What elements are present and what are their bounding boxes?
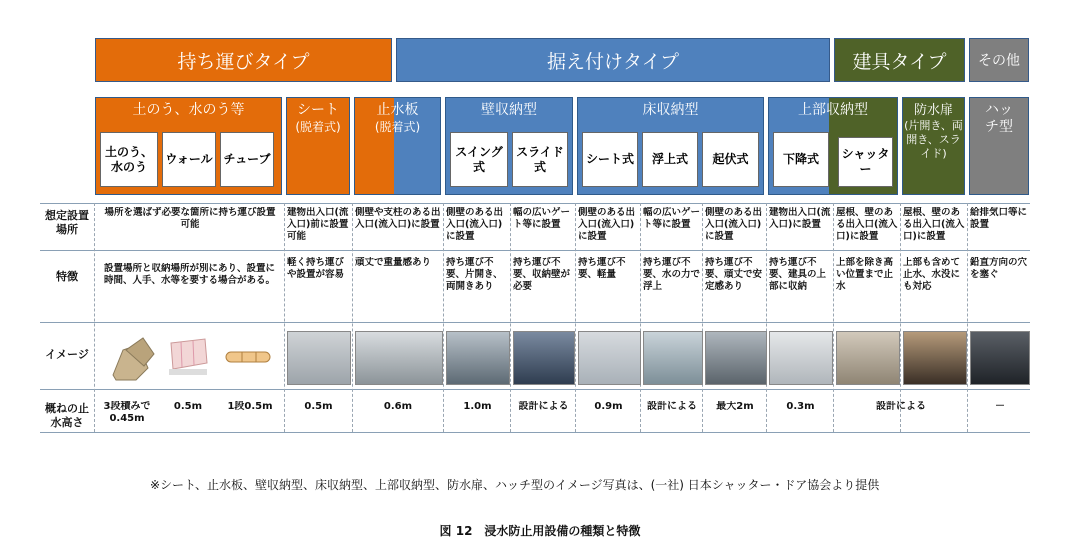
rule xyxy=(40,250,1030,251)
height-hatch: － xyxy=(995,401,1005,412)
feature-float: 持ち運び不要、水の力で浮上 xyxy=(643,257,701,292)
sub-waterproof-door-label: 防水扉 xyxy=(913,103,953,118)
height-sandbag: 3段積みで0.45m xyxy=(103,401,151,424)
row-label-location: 想定設置場所 xyxy=(45,209,89,236)
drop-image xyxy=(769,331,833,385)
sub-hatch xyxy=(969,97,1029,195)
rule xyxy=(40,203,1030,204)
separator xyxy=(640,203,641,432)
box-shutter: シャッター xyxy=(838,137,893,187)
category-other xyxy=(969,38,1029,82)
separator xyxy=(94,203,95,432)
sub-board xyxy=(354,97,441,195)
separator xyxy=(352,203,353,432)
sandbag-image xyxy=(108,330,158,383)
box-drop: 下降式 xyxy=(773,132,829,187)
sub-sheet xyxy=(286,97,350,195)
shutter-image xyxy=(836,331,900,385)
box-rise: 起伏式 xyxy=(702,132,759,187)
location-sheet-type: 側壁のある出入口(流入口)に設置 xyxy=(578,207,636,242)
sub-waterproof-door xyxy=(902,97,965,195)
swing-image xyxy=(446,331,510,385)
rule xyxy=(40,432,1030,433)
height-rise: 最大2m xyxy=(716,401,754,412)
box-swing: スイング式 xyxy=(450,132,508,187)
wall-image xyxy=(165,333,213,381)
separator xyxy=(900,203,901,432)
rise-image xyxy=(705,331,767,385)
box-sheet-type: シート式 xyxy=(582,132,638,187)
separator xyxy=(443,203,444,432)
separator xyxy=(284,203,285,432)
location-sheet: 建物出入口(流入口)前に設置可能 xyxy=(287,207,349,242)
box-slide: スライド式 xyxy=(512,132,568,187)
separator xyxy=(766,203,767,432)
category-portable xyxy=(95,38,392,82)
location-hatch: 給排気口等に設置 xyxy=(970,207,1028,230)
category-fitting-label: 建具タイプ xyxy=(852,50,947,73)
feature-door: 上部も含めて止水、水没にも対応 xyxy=(903,257,961,292)
height-wall: 0.5m xyxy=(173,401,203,412)
sub-waterproof-door-note: (片開き、両開き、スライド) xyxy=(904,119,963,160)
height-sheet: 0.5m xyxy=(304,401,333,412)
height-board: 0.6m xyxy=(383,401,413,412)
sub-hatch-label: ハッチ型 xyxy=(985,102,1013,135)
location-board: 側壁や支柱のある出入口(流入口)に設置 xyxy=(355,207,441,230)
separator xyxy=(510,203,511,432)
sub-wall-storage-label: 壁収納型 xyxy=(481,102,537,118)
height-fitting: 設計による xyxy=(876,401,926,412)
feature-shutter: 上部を除き高い位置まで止水 xyxy=(836,257,894,292)
row-label-height: 概ねの止水高さ xyxy=(45,402,89,429)
feature-slide: 持ち運び不要、収納壁が必要 xyxy=(513,257,571,292)
box-wall: ウォール xyxy=(162,132,216,187)
category-other-label: その他 xyxy=(978,53,1020,69)
location-float: 幅の広いゲート等に設置 xyxy=(643,207,701,230)
height-swing: 1.0m xyxy=(463,401,492,412)
location-door: 屋根、壁のある出入口(流入口)に設置 xyxy=(903,207,965,242)
box-float: 浮上式 xyxy=(642,132,698,187)
rule xyxy=(40,322,1030,323)
figure-caption: 図 12 浸水防止用設備の種類と特徴 xyxy=(439,524,641,538)
height-float: 設計による xyxy=(647,401,697,412)
footnote: ※シート、止水板、壁収納型、床収納型、上部収納型、防水扉、ハッチ型のイメージ写真は、(一社) 日本シャッター・ドア協会より提供 xyxy=(150,478,880,492)
location-rise: 側壁のある出入口(流入口)に設置 xyxy=(705,207,763,242)
feature-sheet-type: 持ち運び不要、軽量 xyxy=(578,257,626,280)
category-fitting xyxy=(834,38,965,82)
box-tube: チューブ xyxy=(220,132,274,187)
category-portable-label: 持ち運びタイプ xyxy=(177,50,310,73)
category-fixed-label: 据え付けタイプ xyxy=(546,50,680,73)
separator xyxy=(967,203,968,432)
height-drop: 0.3m xyxy=(786,401,815,412)
separator xyxy=(702,203,703,432)
box-sandbag: 土のう、水のう xyxy=(100,132,158,187)
sub-top-storage-label: 上部収納型 xyxy=(798,102,868,118)
row-label-image: イメージ xyxy=(45,348,89,361)
row-label-feature: 特徴 xyxy=(56,270,78,283)
sub-sandbag-label: 土のう、水のう等 xyxy=(132,102,245,118)
height-slide: 設計による xyxy=(518,401,569,412)
separator xyxy=(575,203,576,432)
door-image xyxy=(903,331,967,385)
location-shutter: 屋根、壁のある出入口(流入口)に設置 xyxy=(836,207,898,242)
tube-image xyxy=(222,336,274,376)
height-sheet-type: 0.9m xyxy=(594,401,623,412)
sheet-image xyxy=(287,331,351,385)
feature-rise: 持ち運び不要、頑丈で安定感あり xyxy=(705,257,763,292)
location-drop: 建物出入口(流入口)に設置 xyxy=(769,207,831,230)
slide-image xyxy=(513,331,575,385)
hatch-image xyxy=(970,331,1030,385)
sub-floor-storage-label: 床収納型 xyxy=(642,102,699,118)
sub-board-label: 止水板 xyxy=(376,102,419,118)
feature-drop: 持ち運び不要、建具の上部に収納 xyxy=(769,257,827,292)
height-tube: 1段0.5m xyxy=(227,401,273,412)
sub-sheet-label: シート xyxy=(297,102,339,118)
float-image xyxy=(643,331,703,385)
sub-sheet-note: (脱着式) xyxy=(295,120,341,134)
location-portable: 場所を選ばず必要な箇所に持ち運び設置可能 xyxy=(104,207,276,230)
feature-sheet: 軽く持ち運びや設置が容易 xyxy=(287,257,345,280)
feature-board: 頑丈で重量感あり xyxy=(355,257,432,268)
board-image xyxy=(355,331,443,385)
sheet-type-image xyxy=(578,331,641,385)
feature-hatch: 鉛直方向の穴を塞ぐ xyxy=(970,257,1028,280)
location-slide: 幅の広いゲート等に設置 xyxy=(513,207,571,230)
category-fixed xyxy=(396,38,830,82)
feature-swing: 持ち運び不要、片開き、両開きあり xyxy=(446,257,503,292)
feature-portable: 設置場所と収納場所が別にあり、設置に時間、人手、水等を要する場合がある。 xyxy=(104,263,276,286)
location-swing: 側壁のある出入口(流入口)に設置 xyxy=(446,207,504,242)
sub-board-note: (脱着式) xyxy=(374,120,421,134)
rule xyxy=(40,389,1030,390)
separator xyxy=(833,203,834,432)
